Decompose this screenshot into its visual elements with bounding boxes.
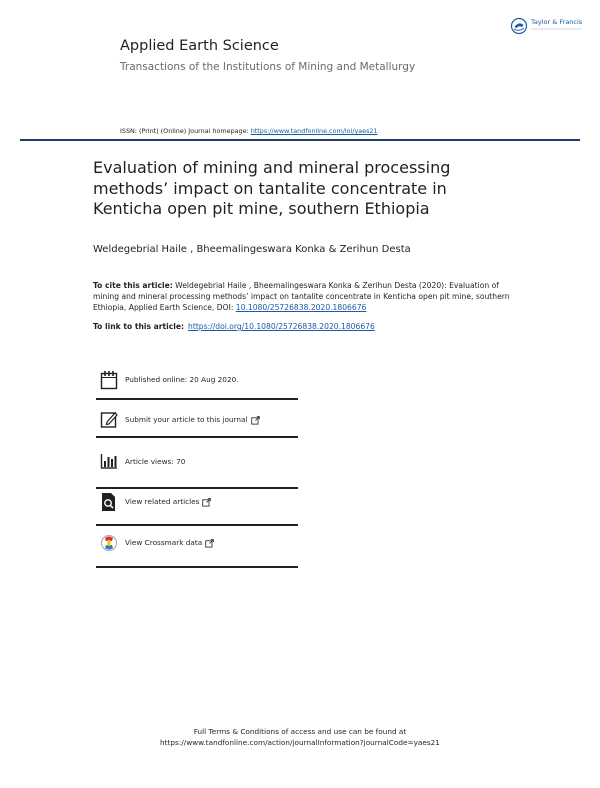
- crossmark-text: View Crossmark data: [125, 538, 203, 547]
- journal-title: Applied Earth Science: [120, 38, 279, 54]
- external-link-icon: [202, 498, 211, 507]
- published-row: [96, 370, 298, 408]
- header-rule: [20, 139, 580, 141]
- submit-text: Submit your article to this journal: [125, 415, 248, 424]
- crossmark-link[interactable]: [125, 538, 214, 548]
- published-text: Published online: 20 Aug 2020.: [125, 375, 239, 384]
- related-text: View related articles: [125, 497, 200, 506]
- footer-terms: Full Terms & Conditions of access and use can be found at: [193, 727, 407, 736]
- related-articles-icon: [100, 492, 118, 512]
- meta-divider: [96, 487, 298, 489]
- views-row: [96, 452, 298, 490]
- journal-subtitle: Transactions of the Institutions of Mining and Metallurgy: [120, 61, 416, 73]
- article-title: Evaluation of mining and mineral processing methods’ impact on tantalite concentrate in Kenticha open pit mine, southern Ethiopia: [93, 158, 451, 218]
- cite-label: To cite this article:: [93, 281, 173, 290]
- calendar-icon: [100, 370, 118, 390]
- article-link-line: [93, 322, 375, 331]
- footer: [0, 726, 600, 748]
- issn-prefix: ISSN: (Print) (Online) Journal homepage:: [120, 127, 251, 135]
- submit-link[interactable]: [125, 415, 260, 425]
- article-doi-link[interactable]: https://doi.org/10.1080/25726838.2020.1806676: [188, 322, 375, 331]
- article-authors: Weldegebrial Haile , Bheemalingeswara Konka & Zerihun Desta: [93, 244, 411, 255]
- meta-divider: [96, 398, 298, 400]
- crossmark-icon: [100, 533, 118, 553]
- submit-row[interactable]: [96, 410, 298, 448]
- meta-divider: [96, 524, 298, 526]
- meta-divider: [96, 436, 298, 438]
- citation-block: [93, 280, 513, 313]
- journal-homepage-link[interactable]: https://www.tandfonline.com/loi/yaes21: [250, 127, 378, 135]
- publisher-logo[interactable]: [510, 15, 585, 39]
- external-link-icon: [205, 539, 214, 548]
- meta-divider: [96, 566, 298, 568]
- edit-icon: [100, 410, 118, 430]
- publisher-logo-text: Taylor & Francis: [531, 18, 583, 26]
- footer-url[interactable]: https://www.tandfonline.com/action/journalInformation?journalCode=yaes21: [160, 738, 440, 747]
- cite-text: Weldegebrial Haile , Bheemalingeswara Konka & Zerihun Desta (2020): Evaluation of mining and mineral processing methods’ impact on tantalite concentrate in Kenticha open pit mine, southern Ethiopia, Applied Earth Science, DOI:: [93, 281, 510, 312]
- issn-line: [120, 127, 378, 135]
- bar-chart-icon: [100, 452, 118, 472]
- related-link[interactable]: [125, 497, 211, 507]
- link-label: To link to this article:: [93, 322, 185, 331]
- views-text: Article views: 70: [125, 457, 186, 466]
- external-link-icon: [251, 416, 260, 425]
- cite-doi-link[interactable]: 10.1080/25726838.2020.1806676: [235, 303, 367, 312]
